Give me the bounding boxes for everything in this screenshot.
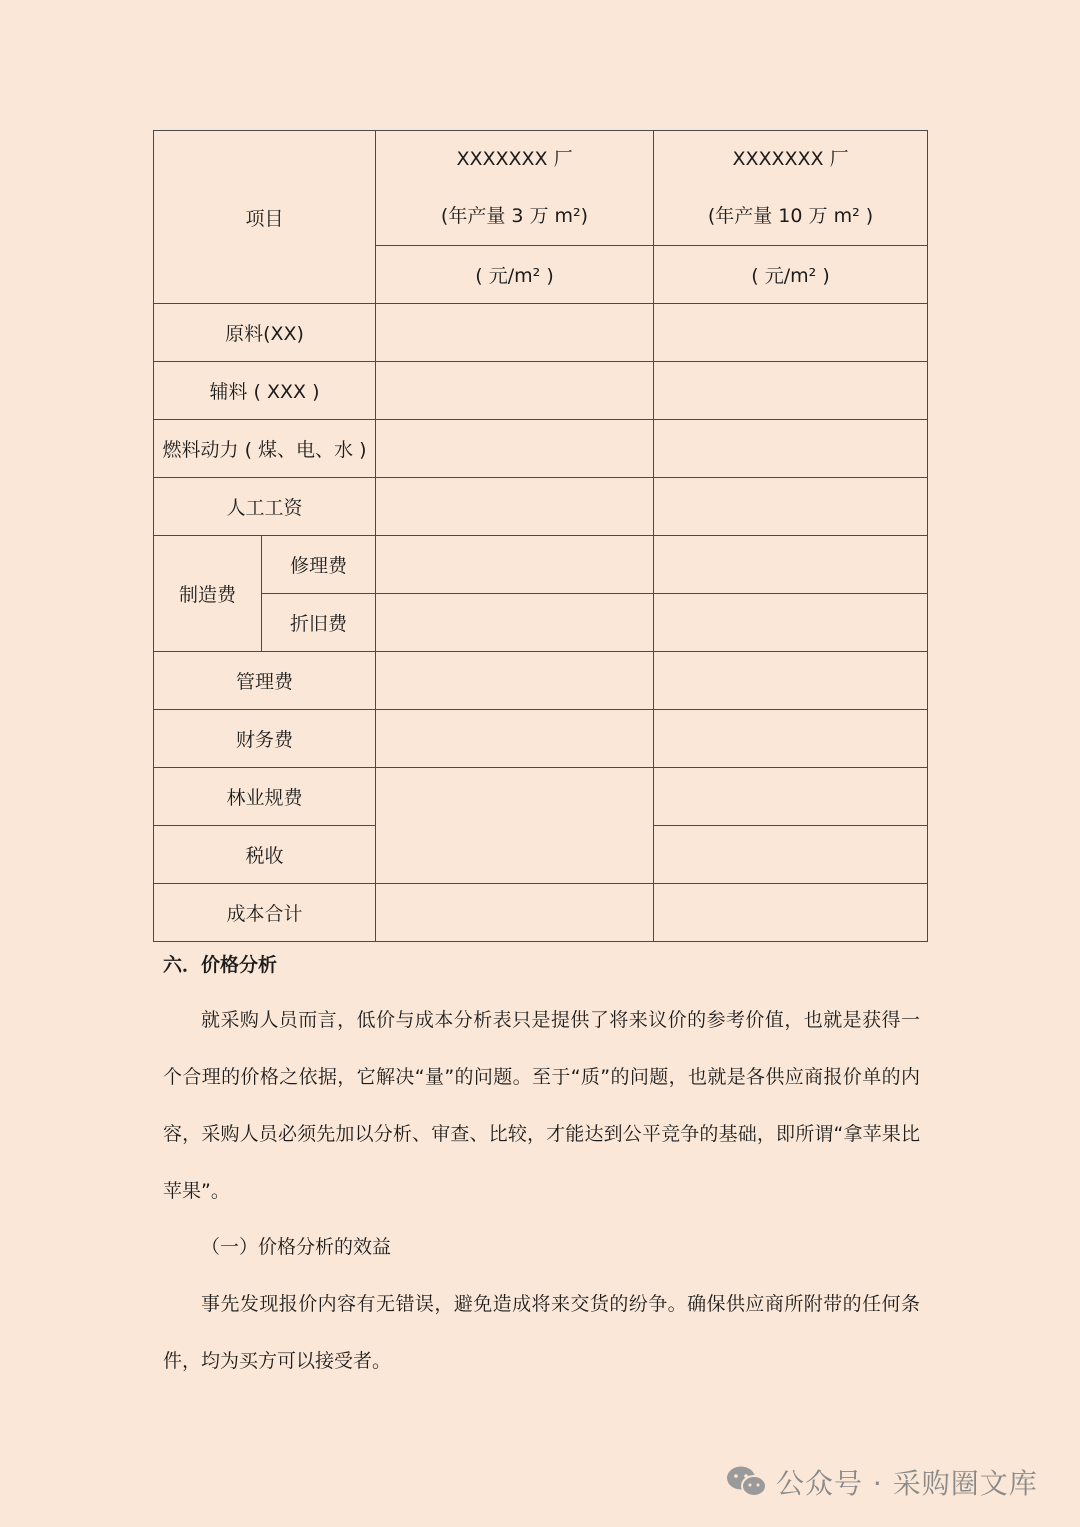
- row-label-auxiliary: 辅料 ( XXX ): [154, 362, 376, 420]
- watermark-text: 公众号 · 采购圈文库: [776, 1467, 1038, 1500]
- cell-empty: [654, 652, 928, 710]
- header-plant-2: [654, 131, 928, 246]
- row-label-repair: 修理费: [262, 536, 376, 594]
- plant-2-capacity: (年产量 10 万 m² ): [707, 205, 874, 227]
- cell-empty: [376, 536, 654, 594]
- cell-empty: [654, 768, 928, 826]
- paragraph-price-analysis: 就采购人员而言，低价与成本分析表只是提供了将来议价的参考价值，也就是获得一个合理的价格之依据，它解决“量”的问题。至于“质”的问题，也就是各供应商报价单的内容，采购人员必须先加以分析、审查、比较，才能达到公平竞争的基础，即所谓“拿苹果比苹果”。: [163, 1009, 920, 1202]
- subheading-benefits: （一）价格分析的效益: [201, 1236, 392, 1258]
- row-label-fuel-power: 燃料动力 ( 煤、电、水 ): [154, 420, 376, 478]
- row-label-total: 成本合计: [154, 884, 376, 942]
- row-label-forestry: 林业规费: [154, 768, 376, 826]
- cell-empty: [654, 536, 928, 594]
- cell-empty-merged: [376, 768, 654, 884]
- row-label-manufacturing: 制造费: [154, 536, 262, 652]
- wechat-icon: [726, 1465, 768, 1499]
- cell-empty: [654, 710, 928, 768]
- row-label-labor: 人工工资: [154, 478, 376, 536]
- cost-table: [153, 130, 928, 942]
- plant-2-name: XXXXXXX 厂: [732, 148, 849, 170]
- cell-empty: [654, 826, 928, 884]
- unit-1: ( 元/m² ): [376, 246, 654, 304]
- header-item: 项目: [154, 131, 376, 304]
- row-label-raw-material: 原料(XX): [154, 304, 376, 362]
- cell-empty: [654, 420, 928, 478]
- watermark: [726, 1462, 1038, 1502]
- cell-empty: [376, 652, 654, 710]
- plant-1-name: XXXXXXX 厂: [456, 148, 573, 170]
- cell-empty: [376, 478, 654, 536]
- cell-empty: [376, 420, 654, 478]
- unit-2: ( 元/m² ): [654, 246, 928, 304]
- cell-empty: [376, 710, 654, 768]
- plant-1-capacity: (年产量 3 万 m²): [440, 205, 589, 227]
- row-label-finance: 财务费: [154, 710, 376, 768]
- cell-empty: [654, 304, 928, 362]
- cell-empty: [376, 884, 654, 942]
- cell-empty: [654, 478, 928, 536]
- section-title: 六．价格分析: [163, 954, 278, 976]
- cell-empty: [376, 304, 654, 362]
- row-label-management: 管理费: [154, 652, 376, 710]
- row-label-tax: 税收: [154, 826, 376, 884]
- header-plant-1: [376, 131, 654, 246]
- cell-empty: [376, 594, 654, 652]
- cell-empty: [654, 594, 928, 652]
- cell-empty: [654, 884, 928, 942]
- row-label-depreciation: 折旧费: [262, 594, 376, 652]
- paragraph-benefits: 事先发现报价内容有无错误，避免造成将来交货的纷争。确保供应商所附带的任何条件，均为买方可以接受者。: [163, 1293, 920, 1372]
- cell-empty: [376, 362, 654, 420]
- cell-empty: [654, 362, 928, 420]
